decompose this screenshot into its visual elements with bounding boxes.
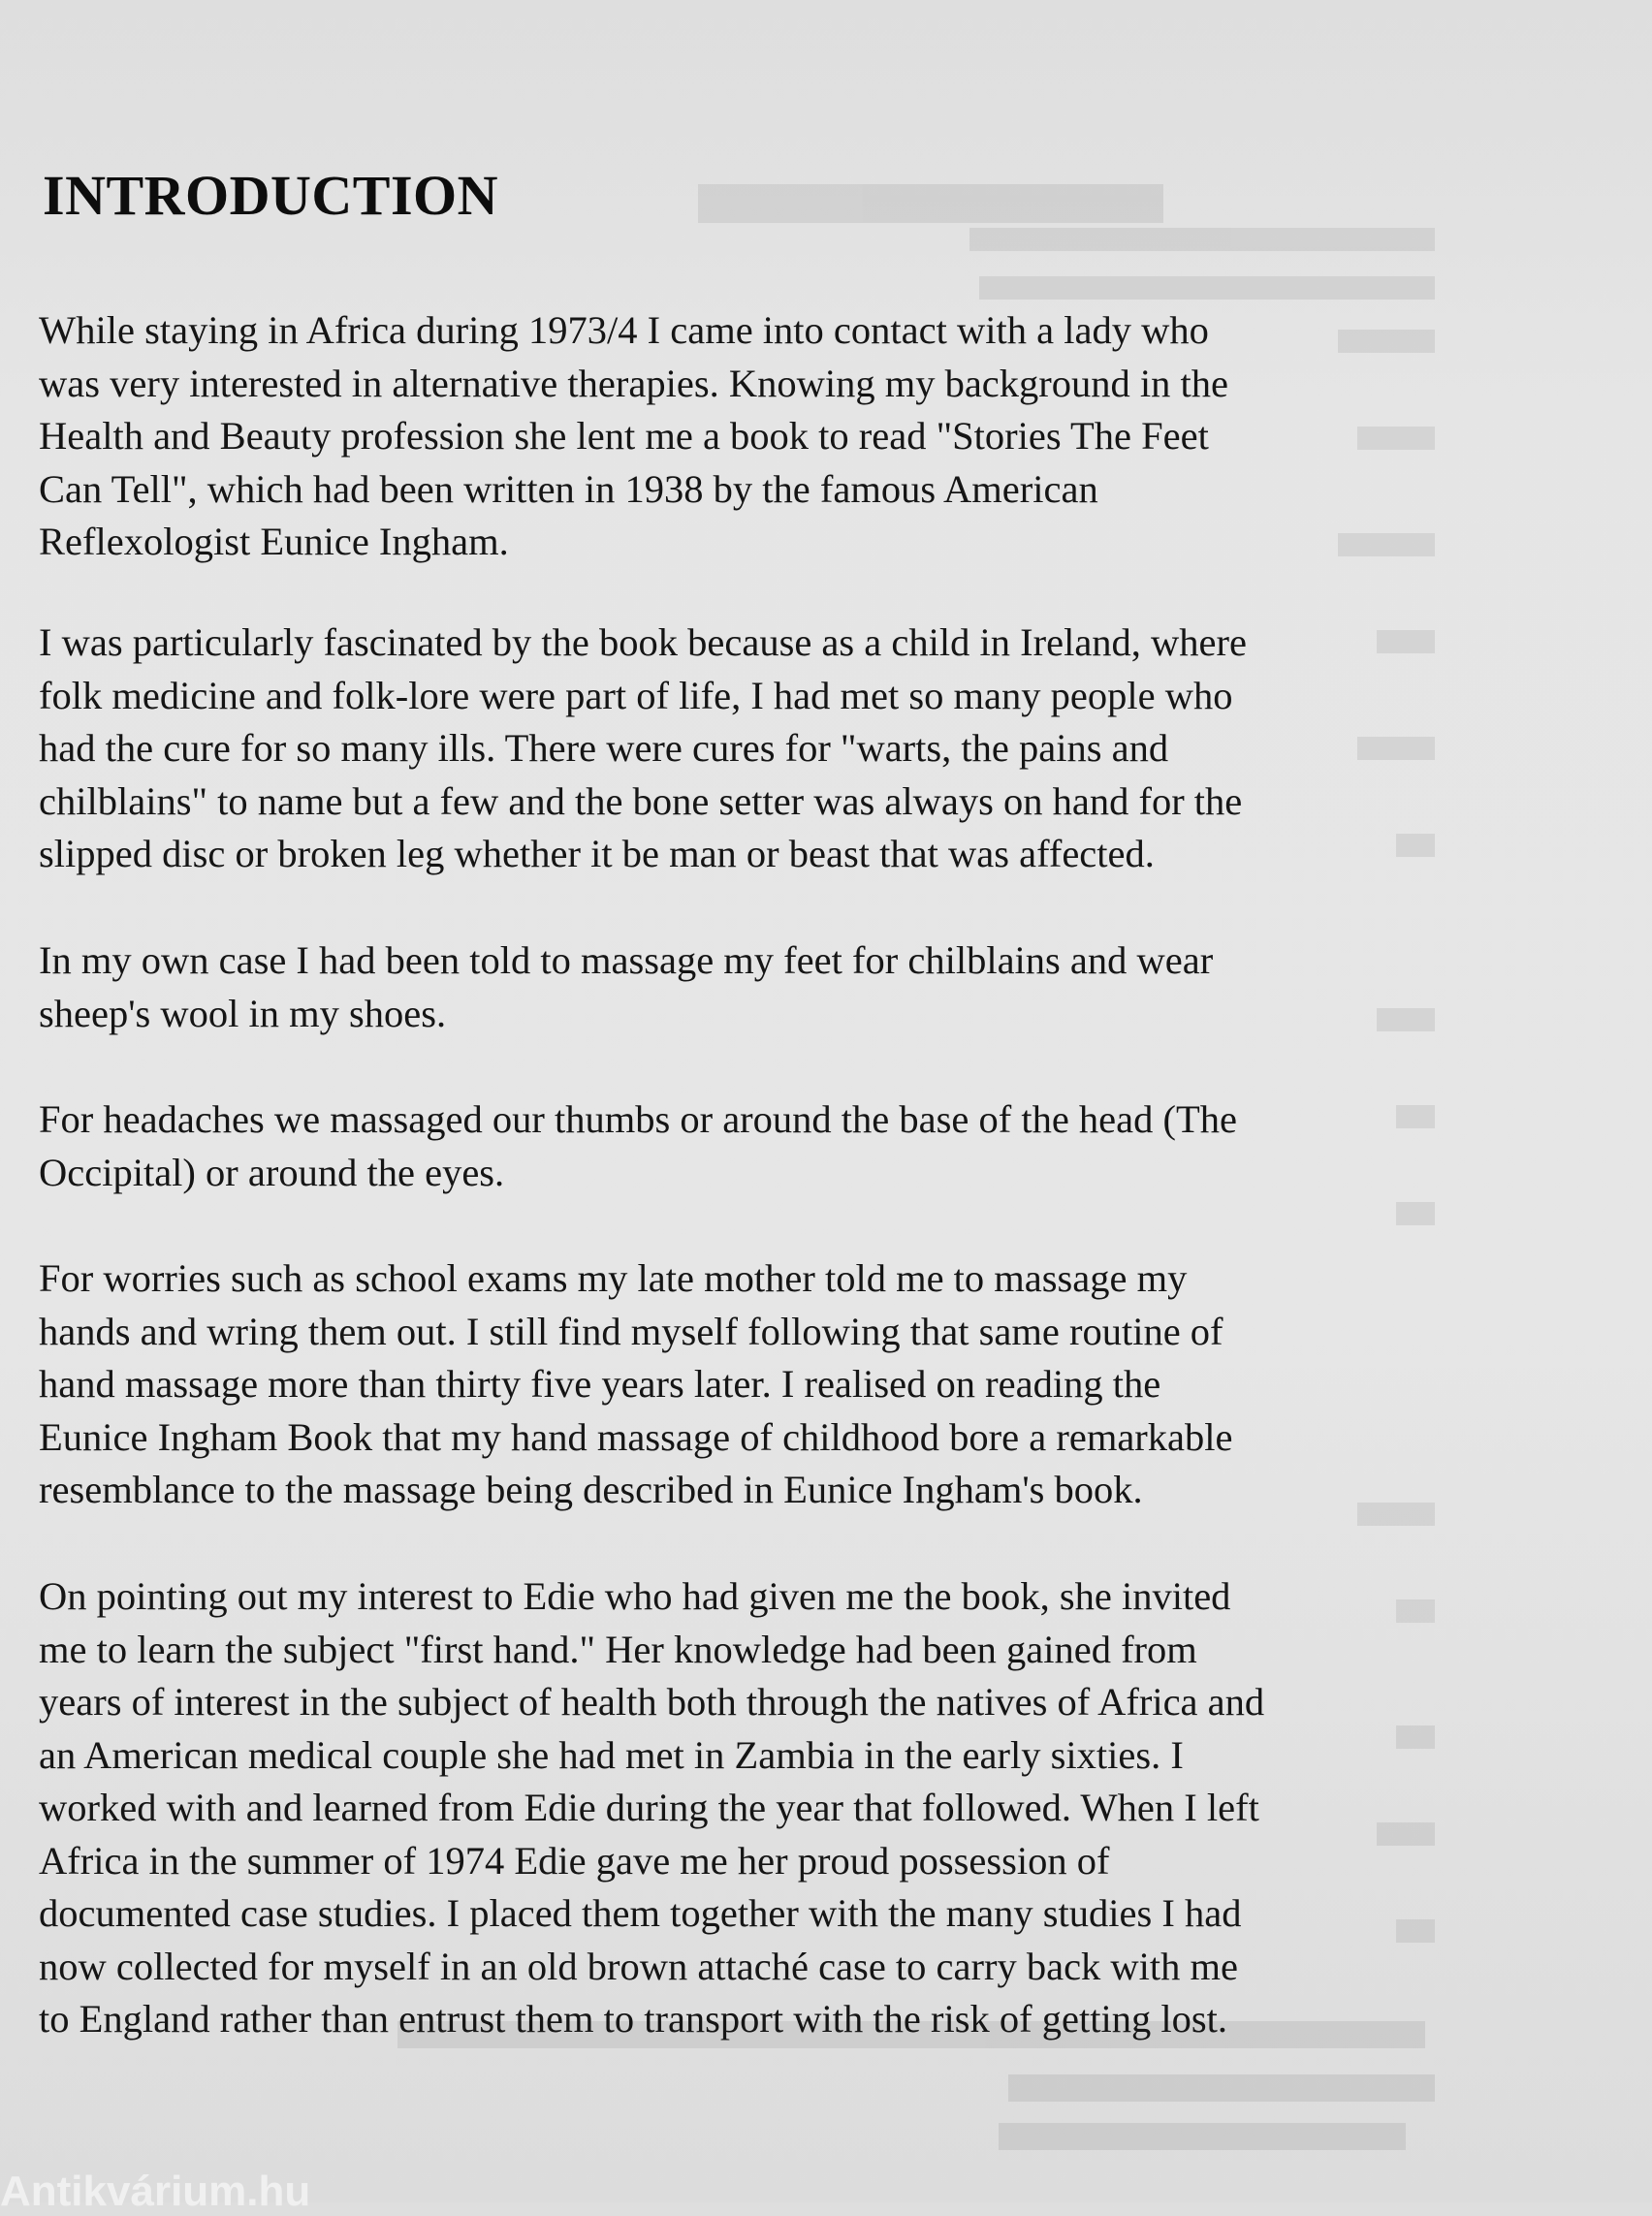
paragraph-2: I was particularly fascinated by the book because as a child in Ireland, where folk medicine and folk-lore were part of life, I had met so many people who had the cure for so many ills. There were cures for "warts, the pains and chilblains" to name but a few and the bone setter was always on hand for the slipped disc or broken leg whether it be man or beast that was affected. (39, 620, 1247, 875)
paragraph-6: On pointing out my interest to Edie who had given me the book, she invited me to learn the subject "first hand." Her knowledge had been gained from years of interest in the subject of health both through the natives of Africa and an American medical couple she had met in Zambia in the early sixties. I worked with and learned from Edie during the year that followed. When I left Africa in the summer of 1974 Edie gave me her proud possession of documented case studies. I placed them together with the many studies I had now collected for myself in an old brown attaché case to carry back with me to England rather than entrust them to transport with the risk of getting lost. (39, 1574, 1265, 2041)
page-heading: INTRODUCTION (43, 164, 499, 227)
antikvarium-watermark: Antikvárium.hu (0, 2168, 311, 2215)
paragraph-5: For worries such as school exams my late mother told me to massage my hands and wring them out. I still find myself following that same routine of hand massage more than thirty five years later. I realised on reading the Eunice Ingham Book that my hand massage of childhood bore a remarkable resemblance to the massage being described in Eunice Ingham's book. (39, 1256, 1233, 1511)
paragraph-1: While staying in Africa during 1973/4 I came into contact with a lady who was very interested in alternative therapies. Knowing my background in the Health and Beauty profession she lent me a book to read "Stories The Feet Can Tell", which had been written in 1938 by the famous American Reflexologist Eunice Ingham. (39, 308, 1229, 563)
paragraph-3: In my own case I had been told to massage my feet for chilblains and wear sheep's wool in my shoes. (39, 938, 1214, 1035)
paragraph-4: For headaches we massaged our thumbs or around the base of the head (The Occipital) or around the eyes. (39, 1097, 1237, 1194)
